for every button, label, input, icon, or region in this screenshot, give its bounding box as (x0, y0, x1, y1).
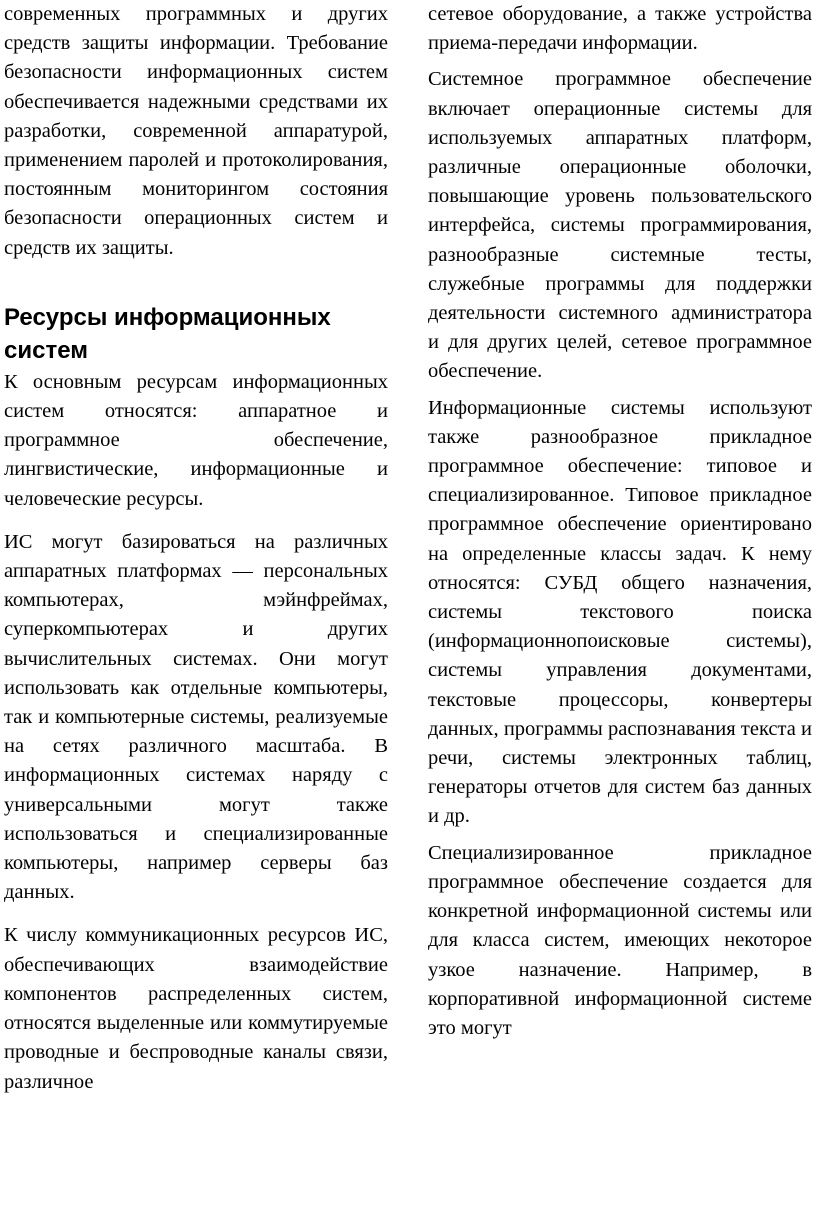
section-heading: Ресурсы информационных систем (4, 303, 331, 364)
right-column (428, 0, 812, 1050)
intro-paragraph: современных программных и других средств защиты информации. Требование безопасности информационных систем обеспечивается надежными средствами их разработки, современной аппаратурой, применением паролей и протоколирования, постоянным мониторингом состояния безопасности операционных систем и средств их защиты. (4, 3, 388, 259)
hardware-platforms-paragraph: ИС могут базироваться на различных аппаратных платформах — персональных компьютерах, мэйнфреймах, суперкомпьютерах и других вычислительных системах. Они могут использовать как отдельные компьютеры, так и компьютерные системы, реализуемые на сетях различного масштаба. В информационных системах наряду с универсальными могут также использоваться и специализированные компьютеры, например серверы баз данных. (4, 530, 388, 904)
specialized-software-paragraph: Специализированное прикладное программное обеспечение создается для конкретной информационной системы или для класса систем, имеющих некоторое узкое назначение. Например, в корпоративной информационной системе это могут (428, 841, 812, 1039)
network-equipment-paragraph: сетевое оборудование, а также устройства приема-передачи информации. (428, 3, 812, 55)
system-software-paragraph: Системное программное обеспечение включает операционные системы для используемых аппаратных платформ, различные операционные оболочки, повышающие уровень пользовательского интерфейса, системы программирования, разнообразные системные тесты, служебные программы для поддержки деятельности системного администратора и для других целей, сетевое программное обеспечение. (428, 68, 812, 383)
resources-paragraph: К основным ресурсам информационных систем относятся: аппаратное и программное обеспечение, лингвистические, информационные и человеческие ресурсы. (4, 370, 388, 510)
application-software-paragraph: Информационные системы используют также разнообразное прикладное программное обеспечение: типовое и специализированное. Типовое прикладное программное обеспечение ориентировано на определенные классы задач. К нему относятся: СУБД общего назначения, системы текстового поиска (информационнопоисковые системы), системы управления документами, текстовые процессоры, конвертеры данных, программы распознавания текста и речи, системы электронных таблиц, генераторы отчетов для систем баз данных и др. (428, 396, 812, 828)
communication-resources-paragraph: К числу коммуникационных ресурсов ИС, обеспечивающих взаимодействие компонентов распределенных систем, относятся выделенные или коммутируемые проводные и беспроводные каналы связи, различное (4, 924, 388, 1093)
left-column (4, 0, 388, 1111)
